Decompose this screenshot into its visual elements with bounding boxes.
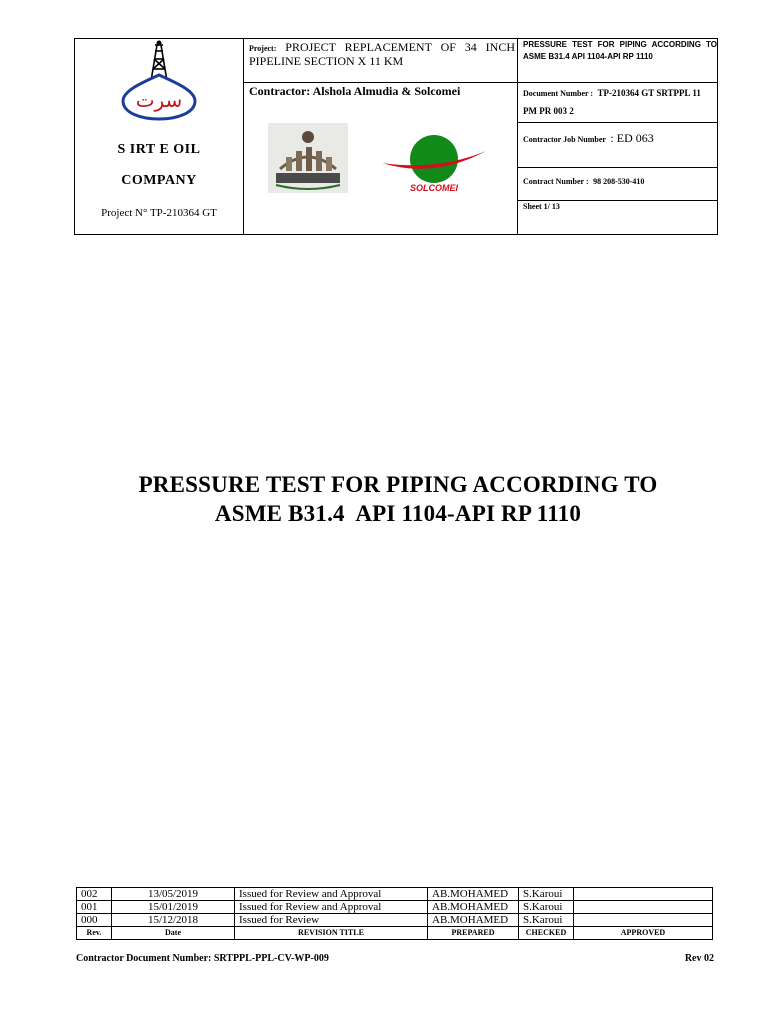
revision-label: Rev 02	[684, 953, 714, 964]
header-divider	[243, 39, 244, 234]
date-cell: 15/12/2018	[112, 914, 235, 927]
sheet-number: Sheet 1/ 13	[523, 202, 560, 211]
alshola-almudia-logo	[268, 123, 348, 193]
column-header-date: Date	[112, 927, 235, 940]
revision-table	[76, 887, 713, 940]
document-number-label: Document Number :	[523, 89, 594, 98]
company-name-line1: S IRT E OIL	[117, 142, 201, 157]
header-divider	[517, 39, 518, 234]
contract-number-label: Contract Number :	[523, 177, 589, 186]
prepared-cell: AB.MOHAMED	[428, 901, 519, 914]
rev-cell: 001	[77, 901, 112, 914]
project-label: Project:	[249, 44, 277, 53]
table-row	[77, 914, 713, 927]
approved-cell	[574, 901, 713, 914]
revision-title-cell: Issued for Review and Approval	[235, 901, 428, 914]
contractor-job-number-value: : ED 063	[610, 131, 654, 145]
solcomei-wordmark: SOLCOMEI	[409, 183, 459, 193]
column-header-approved: APPROVED	[574, 927, 713, 940]
date-cell: 13/05/2019	[112, 888, 235, 901]
contractor-name: Contractor: Alshola Almudia & Solcomei	[249, 84, 461, 98]
header-divider	[517, 200, 717, 201]
contract-number-cell	[523, 171, 717, 189]
header-divider	[517, 167, 717, 168]
date-cell: 15/01/2019	[112, 901, 235, 914]
approved-cell	[574, 914, 713, 927]
solcomei-logo	[378, 133, 488, 195]
document-number-cell	[523, 83, 717, 119]
prepared-cell: AB.MOHAMED	[428, 888, 519, 901]
column-header-rev: Rev.	[77, 927, 112, 940]
rev-cell: 002	[77, 888, 112, 901]
rev-cell: 000	[77, 914, 112, 927]
document-number-value: TP-210364 GT SRTPPL 11 PM PR 003 2	[523, 88, 701, 116]
document-header	[74, 38, 718, 235]
project-description	[249, 41, 515, 68]
checked-cell: S.Karoui	[519, 901, 574, 914]
sirte-oil-logo	[115, 39, 205, 121]
approved-cell	[574, 888, 713, 901]
column-header-prepared: PREPARED	[428, 927, 519, 940]
company-project-number: Project N° TP-210364 GT	[101, 207, 217, 219]
column-header-revision-title: REVISION TITLE	[235, 927, 428, 940]
checked-cell: S.Karoui	[519, 914, 574, 927]
revision-title-cell: Issued for Review	[235, 914, 428, 927]
table-row	[77, 901, 713, 914]
table-row	[77, 888, 713, 901]
main-title-line2: ASME B31.4 API 1104-API RP 1110	[214, 501, 582, 526]
revision-title-cell: Issued for Review and Approval	[235, 888, 428, 901]
column-header-checked: CHECKED	[519, 927, 574, 940]
document-title-cell: PRESSURE TEST FOR PIPING ACCORDING TO ASME B31.4 API 1104-API RP 1110	[523, 40, 717, 61]
contractor-document-number: Contractor Document Number: SRTPPL-PPL-CV-WP-009	[76, 953, 329, 964]
company-name-line2: COMPANY	[121, 173, 197, 188]
contractor-job-number-label: Contractor Job Number	[523, 135, 606, 144]
prepared-cell: AB.MOHAMED	[428, 914, 519, 927]
contractor-job-number-cell	[523, 129, 717, 147]
contract-number-value: 98 208-530-410	[593, 177, 645, 186]
main-title-line1: PRESSURE TEST FOR PIPING ACCORDING TO	[138, 472, 658, 497]
main-title	[74, 470, 722, 528]
checked-cell: S.Karoui	[519, 888, 574, 901]
project-text: PROJECT REPLACEMENT OF 34 INCH PIPELINE SECTION X 11 KM	[249, 40, 516, 68]
header-divider	[517, 122, 717, 123]
sirte-arabic-logotype: سرت	[135, 88, 183, 112]
table-header-row	[77, 927, 713, 940]
